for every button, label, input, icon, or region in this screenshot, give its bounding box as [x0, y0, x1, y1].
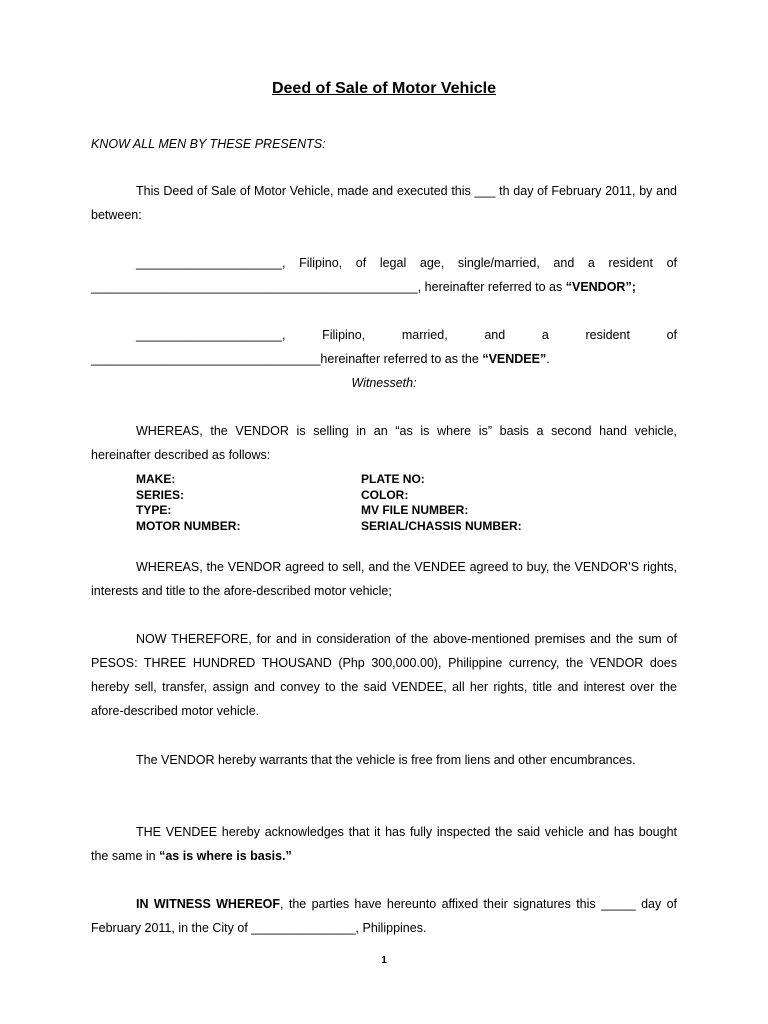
as-is-term: “as is where is basis.”	[159, 849, 292, 863]
document-title: Deed of Sale of Motor Vehicle	[271, 80, 497, 97]
vendor-line-2	[91, 275, 677, 299]
vendor-term: “VENDOR”;	[565, 280, 636, 294]
paragraph-acknowledgement	[91, 820, 677, 868]
in-witness-text: , the parties have hereunto affixed their signatures this _____ day of February 2011, in the City of _______________, Philippines.	[91, 897, 678, 935]
vendee-line-2-end: .	[546, 352, 550, 366]
vendee-line-1: _____________________, Filipino, married, and a resident of	[136, 328, 677, 342]
spec-serial-label: SERIAL/CHASSIS NUMBER:	[361, 518, 522, 533]
paragraph-execution: This Deed of Sale of Motor Vehicle, made and executed this ___ th day of February 2011, by and between:	[91, 184, 677, 222]
paragraph-whereas-agreed: WHEREAS, the VENDOR agreed to sell, and the VENDEE agreed to buy, the VENDOR’S rights, interests and title to the afore-described motor vehicle;	[91, 560, 677, 598]
vendee-line-2	[91, 347, 677, 371]
vendee-line-2-text: _________________________________hereinafter referred to as the	[91, 352, 483, 366]
spec-type-label: TYPE:	[136, 503, 172, 517]
vendor-line-1: _____________________, Filipino, of legal age, single/married, and a resident of	[136, 256, 677, 270]
intro-text: KNOW ALL MEN BY THESE PRESENTS:	[91, 137, 326, 151]
paragraph-warranty: The VENDOR hereby warrants that the vehicle is free from liens and other encumbrances.	[136, 753, 636, 767]
spec-plate-label: PLATE NO:	[361, 472, 425, 486]
vendor-line-2-text: _______________________________________________, hereinafter referred to as	[91, 280, 566, 294]
paragraph-whereas-selling: WHEREAS, the VENDOR is selling in an “as is where is” basis a second hand vehicle, hereinafter described as follows:	[91, 424, 677, 462]
page-number: 1	[381, 955, 387, 966]
vendee-term: “VENDEE”	[482, 352, 547, 366]
spec-make-label: MAKE:	[136, 472, 176, 486]
spec-color-label: COLOR:	[361, 487, 409, 502]
paragraph-now-therefore: NOW THEREFORE, for and in consideration of the above-mentioned premises and the sum of PESOS: THREE HUNDRED THOUSAND (Php 300,000.00), Philippine currency, the VENDOR does hereby sell, transfer, assign and convey to the said VENDEE, all her rights, title and interest over the afore-described motor vehicle.	[91, 632, 677, 718]
spec-mv-file-label: MV FILE NUMBER:	[361, 503, 469, 517]
vehicle-spec-list	[136, 472, 596, 534]
in-witness-heading: IN WITNESS WHEREOF	[136, 897, 281, 911]
paragraph-in-witness	[91, 892, 677, 940]
spec-series-label: SERIES:	[136, 487, 185, 502]
acknowledgement-text: THE VENDEE hereby acknowledges that it has fully inspected the said vehicle and has bought the same in	[91, 825, 677, 863]
spec-motor-label: MOTOR NUMBER:	[136, 518, 241, 533]
witnesseth-heading: Witnesseth:	[351, 376, 417, 390]
